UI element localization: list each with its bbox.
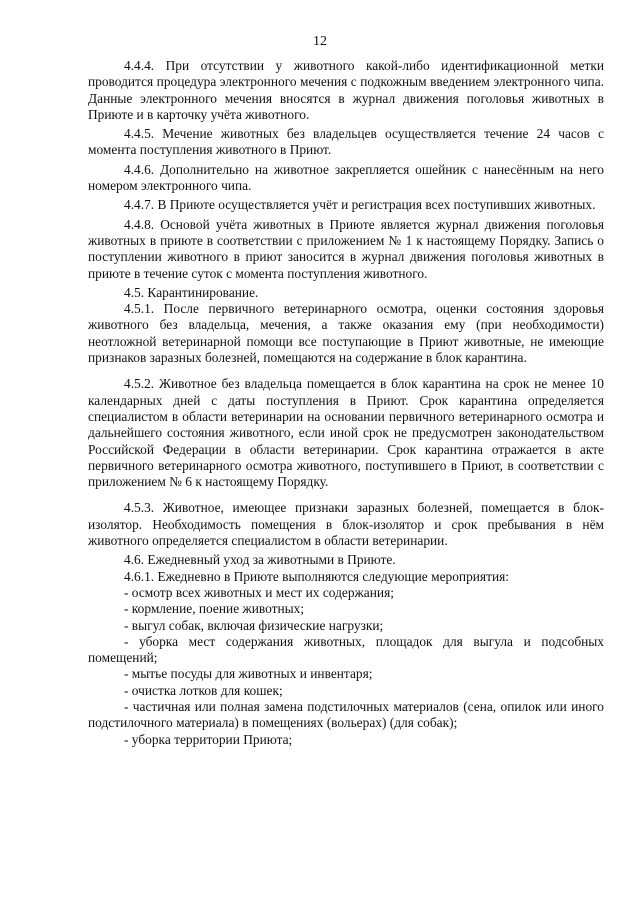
list-item: - кормление, поение животных;	[124, 601, 305, 617]
list-item: - мытье посуды для животных и инвентаря;	[124, 666, 373, 682]
paragraph-4-4-7: 4.4.7. В Приюте осуществляется учёт и регистрация всех поступивших животных.	[124, 197, 596, 213]
list-item: - уборка территории Приюта;	[124, 731, 293, 747]
paragraph-4-4-5: 4.4.5. Мечение животных без владельцев осуществляется течение 24 часов с момента поступления животного в Приют.	[88, 126, 604, 158]
paragraph-4-6-1: 4.6.1. Ежедневно в Приюте выполняются следующие мероприятия:	[124, 568, 509, 584]
paragraph-4-4-4: 4.4.4. При отсутствии у животного какой-либо идентификационной метки проводится процедура электронного мечения с подкожным введением электронного чипа. Данные электронного мечения вносятся в журнал движения поголовья животных в Приюте и в карточку учёта животного.	[88, 58, 604, 122]
section-heading-4-5: 4.5. Карантинирование.	[124, 284, 259, 300]
list-item: - уборка мест содержания животных, площадок для выгула и подсобных помещений;	[88, 633, 604, 666]
paragraph-4-4-8: 4.4.8. Основой учёта животных в Приюте является журнал движения поголовья животных в приюте в соответствии с приложением № 1 к настоящему Порядку. Запись о поступлении животного в приют заносится в журнал движения поголовья животных в приюте в течение суток с момента поступления животного.	[88, 216, 604, 281]
section-heading-4-6: 4.6. Ежедневный уход за животными в Приюте.	[124, 552, 396, 568]
list-item: - осмотр всех животных и мест их содержания;	[124, 584, 394, 600]
list-item: - частичная или полная замена подстилочных материалов (сена, опилок или иного подстилочного материала) в помещениях (вольерах) (для собак);	[88, 698, 604, 731]
list-item: - выгул собак, включая физические нагрузки;	[124, 617, 384, 633]
paragraph-4-5-1: 4.5.1. После первичного ветеринарного осмотра, оценки состояния здоровья животного без владельца, мечения, а также оказания ему (при необходимости) неотложной ветеринарной помощи все поступающие в Приют животные, не имеющие признаков заразных болезней, помещаются на содержание в блок карантина.	[88, 301, 604, 366]
body-text	[88, 58, 604, 748]
list-item: - очистка лотков для кошек;	[124, 682, 283, 698]
paragraph-4-5-2: 4.5.2. Животное без владельца помещается в блок карантина на срок не менее 10 календарных дней с даты поступления в Приют. Срок карантина определяется специалистом в области ветеринарии на основании первичного ветеринарного осмотра и дальнейшего состояния животного, если иной срок не предусмотрен законодательством Российской Федерации в области ветеринарии. Срок карантина отражается в акте первичного ветеринарного осмотра животного, поступившего в Приют, в соответствии с приложением № 6 к настоящему Порядку.	[88, 376, 604, 490]
paragraph-4-5-3: 4.5.3. Животное, имеющее признаки заразных болезней, помещается в блок-изолятор. Необходимость помещения в блок-изолятор и срок пребывания в нём животного определяется специалистом в области ветеринарии.	[88, 500, 604, 549]
page-number: 12	[313, 34, 327, 49]
paragraph-4-4-6: 4.4.6. Дополнительно на животное закрепляется ошейник с нанесённым на него номером электронного чипа.	[88, 161, 604, 194]
